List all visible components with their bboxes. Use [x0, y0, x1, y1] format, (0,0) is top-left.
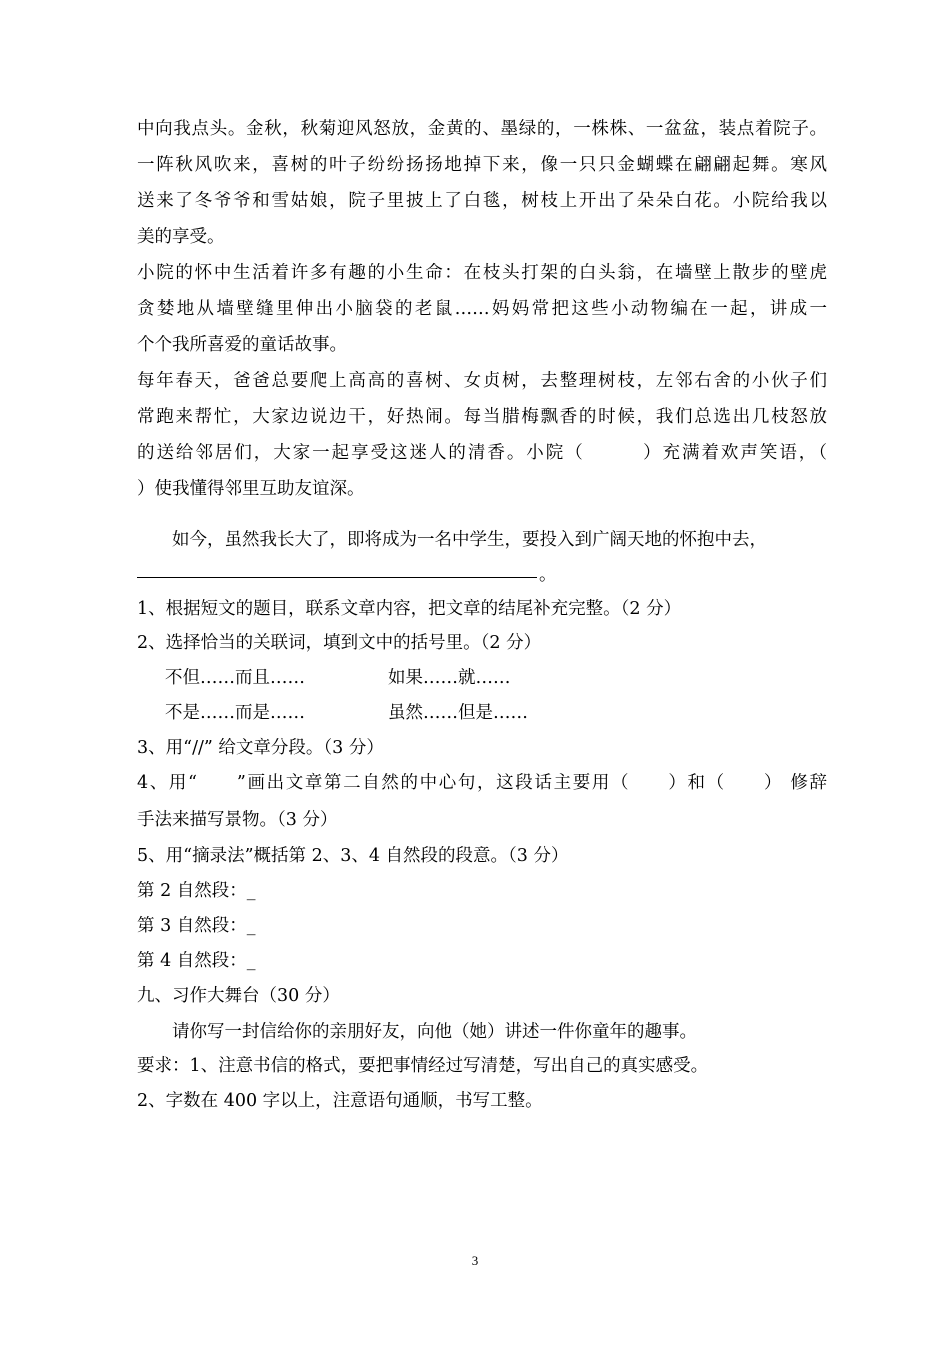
section-title: 九、习作大舞台（30 分） [137, 986, 340, 1006]
question-5: 5、用“摘录法”概括第 2、3、4 自然段的段意。（3 分） [137, 846, 569, 866]
question-4-line: 手法来描写景物。（3 分） [137, 810, 338, 830]
conjunction-option: 虽然……但是…… [388, 703, 528, 723]
composition-requirement: 2、字数在 400 字以上，注意语句通顺，书写工整。 [137, 1091, 543, 1111]
paragraph-summary-4: 第 4 自然段：_ [137, 951, 256, 971]
question-3: 3、用“//” 给文章分段。（3 分） [137, 738, 384, 758]
passage-line: 贪婪地从墙壁缝里伸出小脑袋的老鼠……妈妈常把这些小动物编在一起，讲成一 [137, 299, 827, 319]
passage-line: 中向我点头。金秋，秋菊迎风怒放，金黄的、墨绿的，一株株、一盆盆，装点着院子。 [137, 119, 827, 139]
conjunction-option: 如果……就…… [388, 668, 511, 688]
question-4-line: 4、用“ ”画出文章第二自然的中心句，这段话主要用（ ）和（ ） 修辞 [137, 773, 827, 793]
passage-line: 的送给邻居们，大家一起享受这迷人的清香。小院（ ）充满着欢声笑语，（ [137, 443, 827, 463]
page-number: 3 [471, 1253, 479, 1268]
answer-blank [137, 577, 537, 578]
conjunction-option: 不但……而且…… [165, 668, 305, 688]
passage-line: 每年春天，爸爸总要爬上高高的喜树、女贞树，去整理树枝，左邻右舍的小伙子们 [137, 371, 827, 391]
conjunction-option: 不是……而是…… [165, 703, 305, 723]
passage-line: 个个我所喜爱的童话故事。 [137, 335, 347, 355]
passage-line: 美的享受。 [137, 227, 225, 247]
passage-line: 常跑来帮忙，大家边说边干，好热闹。每当腊梅飘香的时候，我们总选出几枝怒放 [137, 407, 827, 427]
passage-line: ）使我懂得邻里互助友谊深。 [137, 479, 365, 499]
passage-line: 送来了冬爷爷和雪姑娘，院子里披上了白毯，树枝上开出了朵朵白花。小院给我以 [137, 191, 827, 211]
paragraph-summary-3: 第 3 自然段：_ [137, 916, 256, 936]
question-1: 1、根据短文的题目，联系文章内容，把文章的结尾补充完整。（2 分） [137, 599, 682, 619]
question-2: 2、选择恰当的关联词，填到文中的括号里。（2 分） [137, 633, 542, 653]
composition-prompt: 请你写一封信给你的亲朋好友，向他（她）讲述一件你童年的趣事。 [172, 1022, 697, 1042]
passage-line: 一阵秋风吹来，喜树的叶子纷纷扬扬地掉下来，像一只只金蝴蝶在翩翩起舞。寒风 [137, 155, 827, 175]
paragraph-summary-2: 第 2 自然段：_ [137, 881, 256, 901]
composition-requirement: 要求：1、注意书信的格式，要把事情经过写清楚，写出自己的真实感受。 [137, 1056, 709, 1076]
passage-line: 如今，虽然我长大了，即将成为一名中学生，要投入到广阔天地的怀抱中去， [172, 530, 767, 550]
passage-line: 小院的怀中生活着许多有趣的小生命：在枝头打架的白头翁，在墙壁上散步的壁虎 [137, 263, 827, 283]
blank-end-mark: 。 [539, 565, 557, 585]
